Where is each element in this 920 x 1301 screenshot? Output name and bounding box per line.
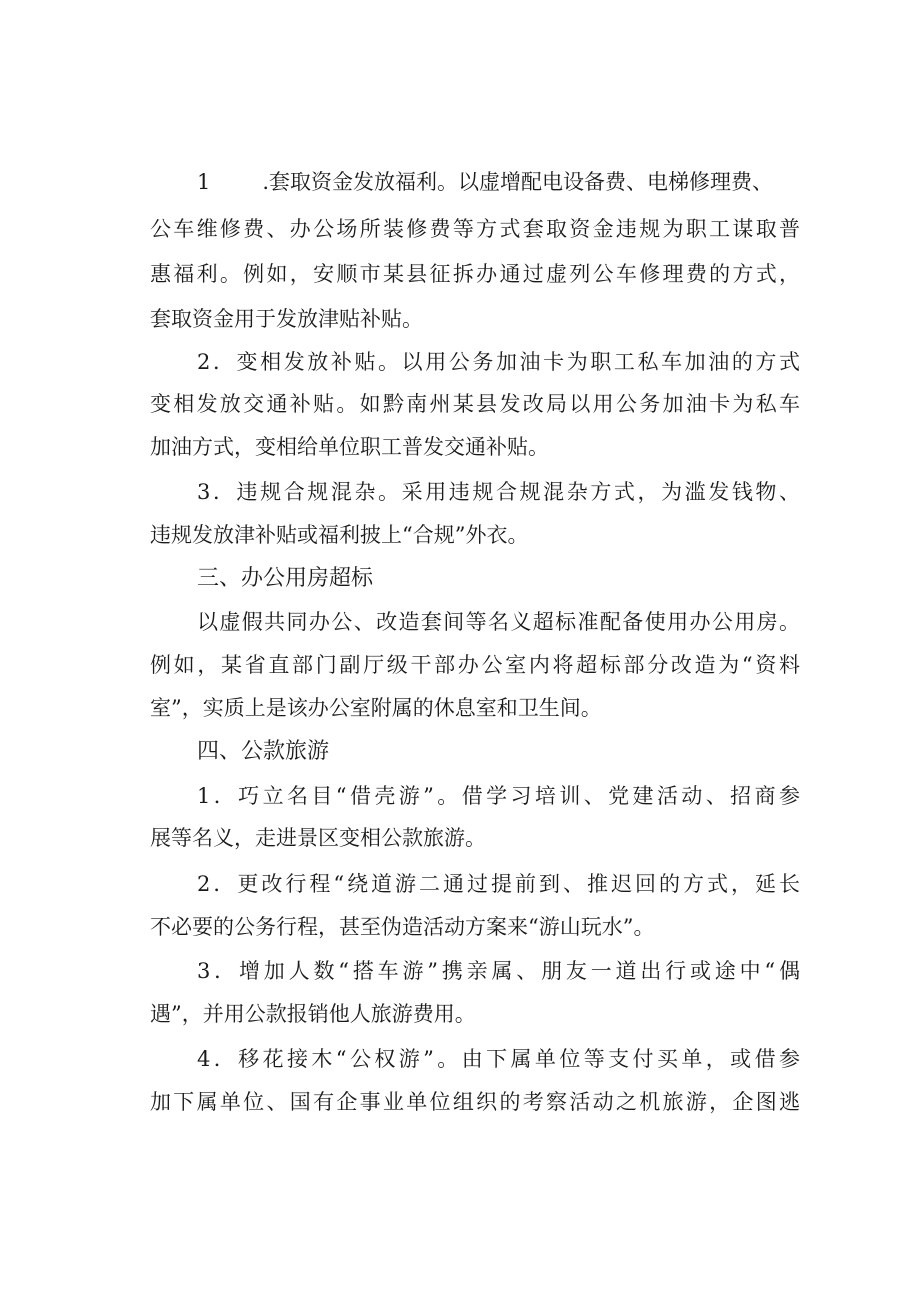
section4-item4-line1: 4．移花接木“公权游”。由下属单位等支付买单，或借参 xyxy=(197,1047,800,1071)
section4-item2-line2: 不必要的公务行程，甚至伪造活动方案来“游山玩水”。 xyxy=(150,915,655,939)
section3-heading: 三、办公用房超标 xyxy=(197,566,374,591)
section3-line3: 室”，实质上是该办公室附属的休息室和卫生间。 xyxy=(150,696,602,720)
section4-item1-line2: 展等名义，走进景区变相公款旅游。 xyxy=(150,826,486,850)
section3-line2: 例如，某省直部门副厅级干部办公室内将超标部分改造为“资料 xyxy=(150,653,800,677)
section4-item1-line1: 1．巧立名目“借壳游”。借学习培训、党建活动、招商参 xyxy=(197,784,800,808)
section4-item3-line2: 遇”，并用公款报销他人旅游费用。 xyxy=(150,1002,476,1026)
para1-line2: 公车维修费、办公场所装修费等方式套取资金违规为职工谋取普 xyxy=(150,217,800,241)
para1-line3: 惠福利。例如，安顺市某县征拆办通过虚列公车修理费的方式， xyxy=(150,262,800,286)
para2-line1: 2．变相发放补贴。以用公务加油卡为职工私车加油的方式 xyxy=(197,350,800,374)
section4-item4-line2: 加下属单位、国有企事业单位组织的考察活动之机旅游，企图逃 xyxy=(150,1090,800,1114)
section3-line1: 以虚假共同办公、改造套间等名义超标准配备使用办公用房。 xyxy=(197,610,800,634)
para1-line1 xyxy=(197,162,800,202)
para2-line3: 加油方式，变相给单位职工普发交通补贴。 xyxy=(150,435,549,459)
para3-line1: 3．违规合规混杂。采用违规合规混杂方式，为滥发钱物、 xyxy=(197,480,800,504)
para2-line2: 变相发放交通补贴。如黔南州某县发改局以用公务加油卡为私车 xyxy=(150,392,800,416)
para1-number: 1 xyxy=(197,170,211,194)
para3-line2: 违规发放津补贴或福利披上“合规”外衣。 xyxy=(150,523,529,547)
section4-item3-line1: 3．增加人数“搭车游”携亲属、朋友一道出行或途中“偶 xyxy=(197,959,800,983)
para1-line4: 套取资金用于发放津贴补贴。 xyxy=(150,307,423,331)
section4-item2-line1: 2．更改行程“绕道游二通过提前到、推迟回的方式，延长 xyxy=(197,872,800,896)
section4-heading: 四、公款旅游 xyxy=(197,739,330,764)
para1-line1-text: .套取资金发放福利。以虚增配电设备费、电梯修理费、 xyxy=(262,170,774,194)
